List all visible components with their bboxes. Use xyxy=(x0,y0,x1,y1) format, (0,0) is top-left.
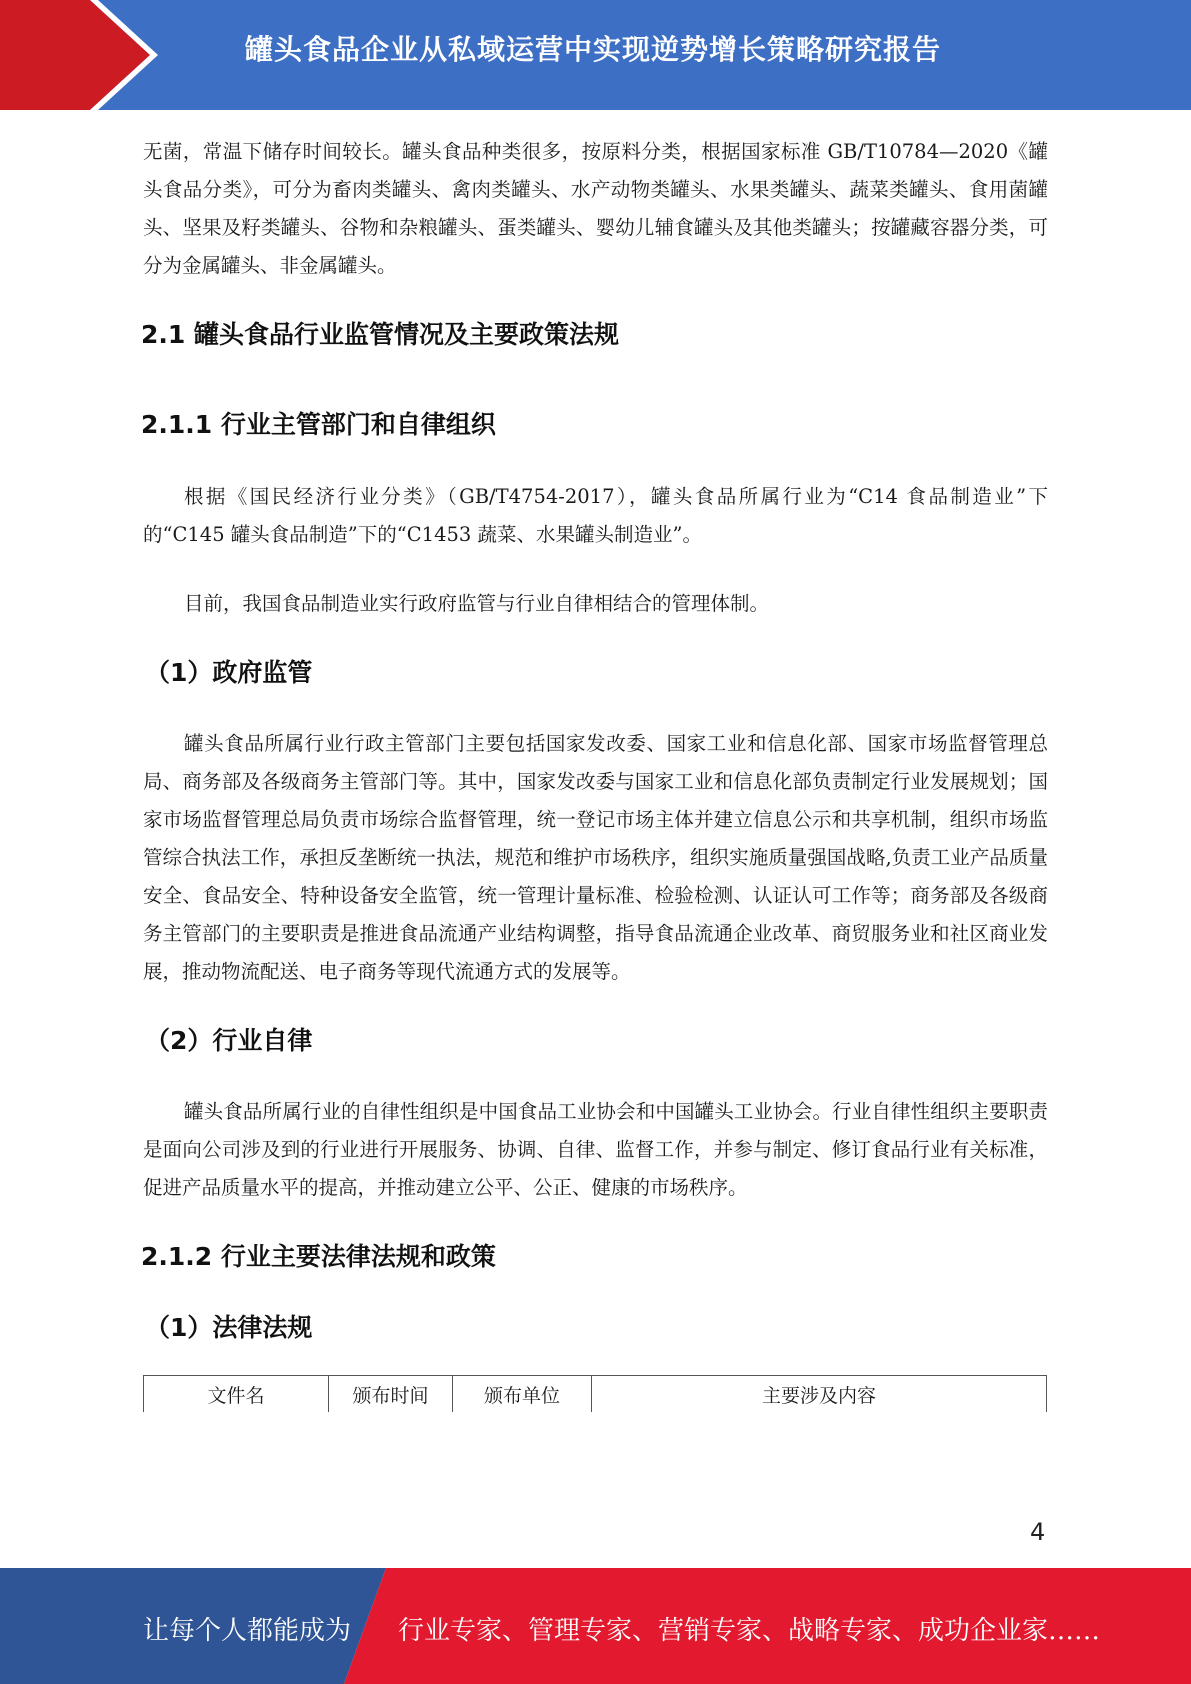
column-header-issue-date: 颁布时间 xyxy=(329,1376,453,1413)
subheading-government-supervision: （1）政府监管 xyxy=(145,658,313,687)
report-title: 罐头食品企业从私域运营中实现逆势增长策略研究报告 xyxy=(245,33,942,66)
page-number: 4 xyxy=(1030,1518,1046,1546)
section-heading-2-1: 2.1 罐头食品行业监管情况及主要政策法规 xyxy=(141,320,619,349)
laws-table xyxy=(143,1375,1047,1412)
government-supervision-paragraph: 罐头食品所属行业行政主管部门主要包括国家发改委、国家工业和信息化部、国家市场监督管理总局、商务部及各级商务主管部门等。其中，国家发改委与国家工业和信息化部负责制定行业发展规划；国家市场监督管理总局负责市场综合监督管理，统一登记市场主体并建立信息公示和共享机制，组织市场监管综合执法工作，承担反垄断统一执法，规范和维护市场秩序，组织实施质量强国战略,负责工业产品质量安全、食品安全、特种设备安全监管，统一管理计量标准、检验检测、认证认可工作等；商务部及各级商务主管部门的主要职责是推进食品流通产业结构调整，指导食品流通企业改革、商贸服务业和社区商业发展，推动物流配送、电子商务等现代流通方式的发展等。 xyxy=(143,732,1048,983)
section-heading-2-1-1: 2.1.1 行业主管部门和自律组织 xyxy=(141,410,496,439)
management-system-paragraph: 目前，我国食品制造业实行政府监管与行业自律相结合的管理体制。 xyxy=(184,592,770,615)
page-footer xyxy=(0,1568,1191,1684)
section-heading-2-1-2: 2.1.2 行业主要法律法规和政策 xyxy=(141,1242,496,1271)
column-header-file-name: 文件名 xyxy=(144,1376,329,1413)
footer-slogan-left: 让每个人都能成为 xyxy=(143,1616,352,1646)
column-header-issuer: 颁布单位 xyxy=(453,1376,592,1413)
subheading-laws-regulations: （1）法律法规 xyxy=(145,1313,313,1342)
column-header-main-content: 主要涉及内容 xyxy=(592,1376,1047,1413)
subheading-industry-self-discipline: （2）行业自律 xyxy=(145,1026,313,1055)
page-header xyxy=(0,0,1191,110)
table-header-row xyxy=(144,1376,1047,1413)
self-discipline-paragraph: 罐头食品所属行业的自律性组织是中国食品工业协会和中国罐头工业协会。行业自律性组织主要职责是面向公司涉及到的行业进行开展服务、协调、自律、监督工作，并参与制定、修订食品行业有关标准，促进产品质量水平的提高，并推动建立公平、公正、健康的市场秩序。 xyxy=(143,1100,1048,1199)
footer-slogan-right: 行业专家、管理专家、营销专家、战略专家、成功企业家…… xyxy=(398,1616,1101,1646)
intro-paragraph: 无菌，常温下储存时间较长。罐头食品种类很多，按原料分类，根据国家标准 GB/T10784—2020《罐头食品分类》，可分为畜肉类罐头、禽肉类罐头、水产动物类罐头、水果类罐头、蔬菜类罐头、食用菌罐头、坚果及籽类罐头、谷物和杂粮罐头、蛋类罐头、婴幼儿辅食罐头及其他类罐头；按罐藏容器分类，可分为金属罐头、非金属罐头。 xyxy=(143,140,1048,277)
classification-paragraph: 根据《国民经济行业分类》（GB/T4754-2017），罐头食品所属行业为“C14 食品制造业”下的“C145 罐头食品制造”下的“C1453 蔬菜、水果罐头制造业”。 xyxy=(143,485,1048,546)
